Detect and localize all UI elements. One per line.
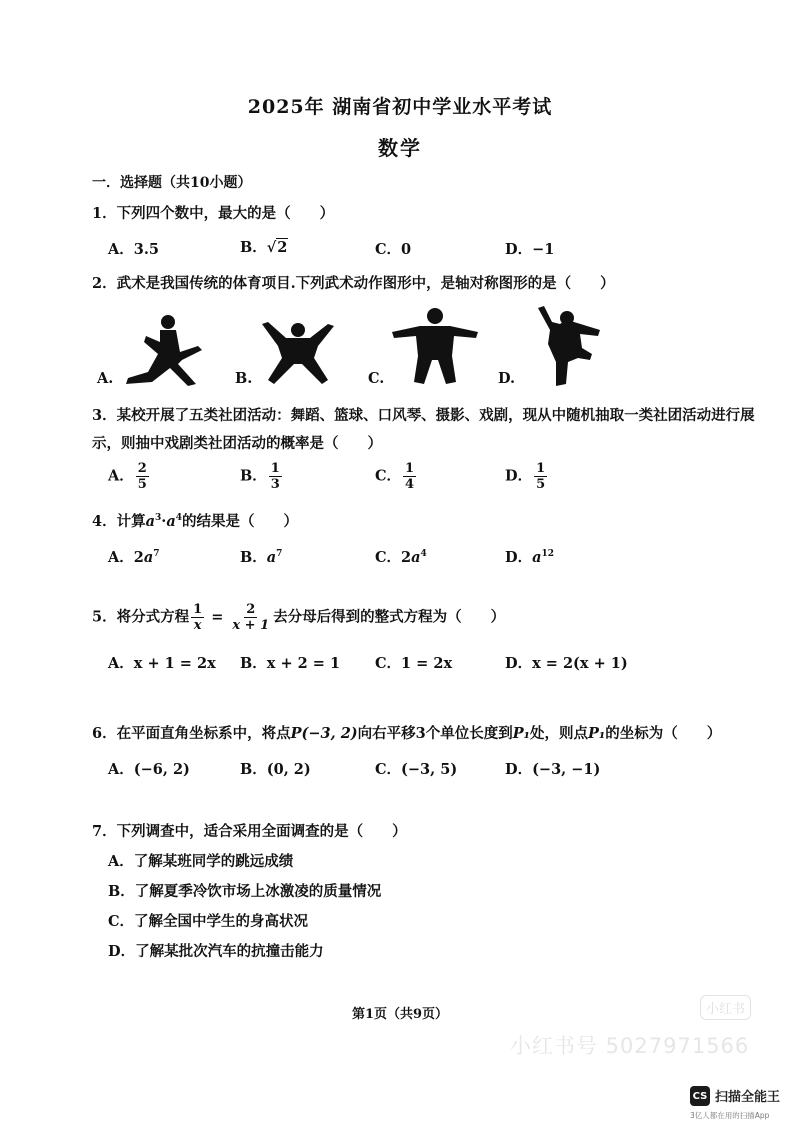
q4-stem: 4．计算$a^3\cdot a^4$的结果是（ ） bbox=[92, 513, 298, 530]
q1-option-b: B．√2 bbox=[240, 239, 288, 256]
q7-stem: 7．下列调查中，适合采用全面调查的是（ ） bbox=[92, 823, 407, 840]
q2-stem: 2．武术是我国传统的体育项目.下列武术动作图形中，是轴对称图形的是（ ） bbox=[92, 275, 615, 292]
q6-option-c: C．(−3, 5) bbox=[375, 761, 458, 778]
q4-option-d: D．$a^{12}$ bbox=[505, 549, 555, 566]
q2-option-d: D. bbox=[498, 370, 516, 387]
q6-option-d: D．(−3, −1) bbox=[505, 761, 601, 778]
q2-option-b: B. bbox=[235, 370, 253, 387]
q6-stem: 6．在平面直角坐标系中，将点P(−3, 2)向右平移3个单位长度到P₁处，则点P₁的坐标为（ ） bbox=[92, 725, 722, 742]
q7-option-a: A．了解某班同学的跳远成绩 bbox=[108, 853, 294, 870]
q3-option-c: C． $\frac{1}{4}$ bbox=[375, 461, 415, 492]
q5-stem: 5．将分式方程 $\frac{1}{x}$ = $\frac{2}{x + 1}$ 去分母后得到的整式方程为（ ） bbox=[92, 602, 506, 633]
q7-option-c: C．了解全国中学生的身高状况 bbox=[108, 913, 309, 930]
q1-radicand: 2 bbox=[277, 239, 288, 256]
q5-option-d: D．x = 2(x + 1) bbox=[505, 655, 628, 672]
watermark-text: 小红书号 5027971566 bbox=[510, 1034, 750, 1058]
scanner-tagline: 3亿人都在用的扫描App bbox=[690, 1111, 770, 1120]
watermark-logo: 小红书 bbox=[700, 995, 751, 1020]
q3-option-b: B． $\frac{1}{3}$ bbox=[240, 461, 280, 492]
q1-option-d: D．−1 bbox=[505, 241, 555, 258]
q4-option-a: A．$2a^7$ bbox=[108, 549, 160, 566]
q1-stem: 1．下列四个数中，最大的是（ ） bbox=[92, 205, 335, 222]
section-heading: 一．选择题（共10小题） bbox=[92, 175, 252, 191]
exam-title: 2025年 湖南省初中学业水平考试 bbox=[247, 96, 553, 118]
q7-option-d: D．了解某批次汽车的抗撞击能力 bbox=[108, 943, 324, 960]
q6-option-a: A．(−6, 2) bbox=[108, 761, 190, 778]
q4-option-c: C．$2a^4$ bbox=[375, 549, 427, 566]
q5-option-b: B．x + 2 = 1 bbox=[240, 655, 341, 672]
q1-option-a: A．3.5 bbox=[108, 241, 159, 258]
q5-option-a: A．x + 1 = 2x bbox=[108, 655, 216, 672]
q3-option-a: A． $\frac{2}{5}$ bbox=[108, 461, 147, 492]
kungfu-figure-a-icon bbox=[118, 312, 213, 387]
kungfu-figure-b-icon bbox=[258, 318, 338, 388]
q7-option-b: B．了解夏季冷饮市场上冰激凌的质量情况 bbox=[108, 883, 382, 900]
q3-stem-line1: 3．某校开展了五类社团活动：舞蹈、篮球、口风琴、摄影、戏剧，现从中随机抽取一类社团活动进行展 bbox=[92, 407, 755, 424]
q3-option-d: D． $\frac{1}{5}$ bbox=[505, 461, 546, 492]
scanner-name: 扫描全能王 bbox=[715, 1090, 781, 1105]
q2-option-a: A. bbox=[97, 370, 114, 387]
page-number: 第1页（共9页） bbox=[351, 1007, 449, 1022]
kungfu-figure-c-icon bbox=[390, 306, 480, 386]
exam-subject: 数学 bbox=[378, 136, 422, 160]
q1-option-c: C．0 bbox=[375, 241, 412, 258]
q2-option-c: C. bbox=[368, 370, 385, 387]
q3-stem-line2: 示，则抽中戏剧类社团活动的概率是（ ） bbox=[92, 435, 382, 452]
q4-option-b: B．$a^7$ bbox=[240, 549, 283, 566]
q6-option-b: B．(0, 2) bbox=[240, 761, 311, 778]
kungfu-figure-d-icon bbox=[530, 304, 605, 389]
q5-option-c: C．1 = 2x bbox=[375, 655, 453, 672]
scanner-logo-icon: CS bbox=[690, 1086, 710, 1106]
